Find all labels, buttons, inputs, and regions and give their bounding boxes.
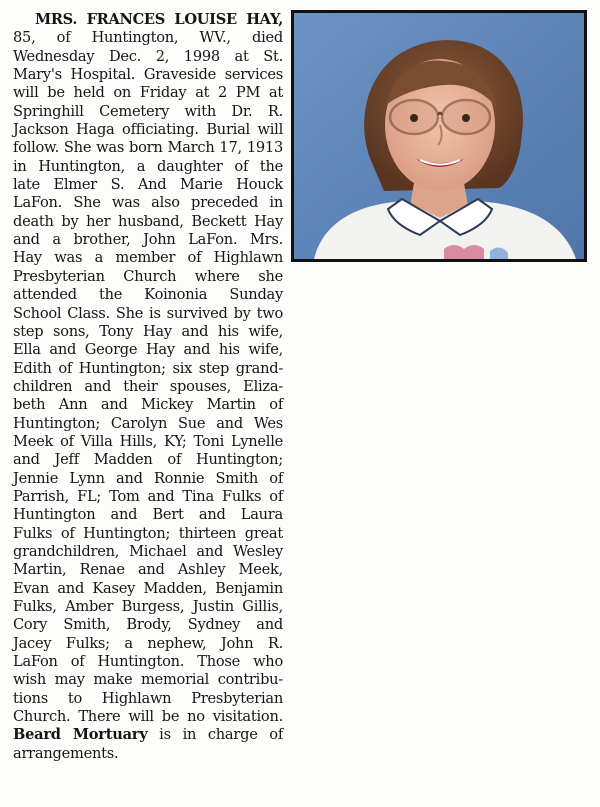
- obituary-line: and Jeff Madden of Huntington;: [13, 451, 283, 469]
- obituary-line: and a brother, John LaFon. Mrs.: [13, 231, 283, 249]
- obituary-line: beth Ann and Mickey Martin of: [13, 396, 283, 414]
- obituary-line: Church. There will be no visitation.: [13, 708, 283, 726]
- obituary-line: Cory Smith, Brody, Sydney and: [13, 616, 283, 634]
- obituary-line: step sons, Tony Hay and his wife,: [13, 322, 283, 340]
- obituary-first-line: [13, 11, 283, 29]
- obituary-line: Jennie Lynn and Ronnie Smith of: [13, 469, 283, 487]
- portrait-photo-frame: [291, 10, 587, 262]
- obituary-line: Parrish, FL; Tom and Tina Fulks of: [13, 487, 283, 505]
- obituary-line: attended the Koinonia Sunday: [13, 286, 283, 304]
- obituary-line: wish may make memorial contribu-: [13, 671, 283, 689]
- mortuary-name: Beard Mortuary: [13, 726, 148, 744]
- obituary-line: Fulks, Amber Burgess, Justin Gillis,: [13, 598, 283, 615]
- obituary-line: late Elmer S. And Marie Houck: [13, 176, 283, 194]
- obituary-text: [13, 11, 283, 763]
- obituary-line: Evan and Kasey Madden, Benjamin: [13, 579, 283, 597]
- obituary-line: Huntington and Bert and Laura: [13, 506, 283, 524]
- obituary-line: Ella and George Hay and his wife,: [13, 341, 283, 359]
- obituary-line: grandchildren, Michael and Wesley: [13, 542, 283, 560]
- obituary-line: School Class. She is survived by two: [13, 304, 283, 322]
- obituary-line: Edith of Huntington; six step grand-: [13, 359, 283, 377]
- obituary-line: Hay was a member of Highlawn: [13, 249, 283, 267]
- obituary-line: LaFon. She was also preceded in: [13, 194, 283, 212]
- obituary-line: Jackson Haga officiating. Burial will: [13, 121, 283, 139]
- obituary-final-line: arrangements.: [13, 744, 119, 762]
- mortuary-line-rest: is in charge of: [147, 726, 283, 744]
- obituary-line: tions to Highlawn Presbyterian: [13, 689, 283, 707]
- obituary-line: 85, of Huntington, WV., died: [13, 29, 283, 47]
- obituary-line: in Huntington, a daughter of the: [13, 157, 283, 175]
- obituary-line: Wednesday Dec. 2, 1998 at St.: [13, 47, 283, 65]
- obituary-line: Springhill Cemetery with Dr. R.: [13, 102, 283, 120]
- obituary-line: Jacey Fulks; a nephew, John R.: [13, 634, 283, 652]
- portrait-illustration-icon: [294, 13, 584, 259]
- obituary-line: Fulks of Huntington; thirteen great: [13, 524, 283, 542]
- obituary-line: death by her husband, Beckett Hay: [13, 212, 283, 230]
- obituary-line: Martin, Renae and Ashley Meek,: [13, 561, 283, 579]
- obituary-line: follow. She was born March 17, 1913: [13, 139, 283, 157]
- obituary-line: Presbyterian Church where she: [13, 267, 283, 285]
- obituary-line: LaFon of Huntington. Those who: [13, 653, 283, 671]
- obituary-line: Meek of Villa Hills, KY; Toni Lynelle: [13, 432, 283, 450]
- mortuary-line: [13, 726, 283, 744]
- obituary-line: Huntington; Carolyn Sue and Wes: [13, 414, 283, 432]
- obituary-line: children and their spouses, Eliza-: [13, 377, 283, 395]
- portrait-photo-icon: [294, 13, 584, 259]
- obituary-line: Mary's Hospital. Graveside services: [13, 66, 283, 84]
- obituary-line: will be held on Friday at 2 PM at: [13, 84, 283, 102]
- deceased-name: MRS. FRANCES LOUISE HAY,: [35, 11, 283, 28]
